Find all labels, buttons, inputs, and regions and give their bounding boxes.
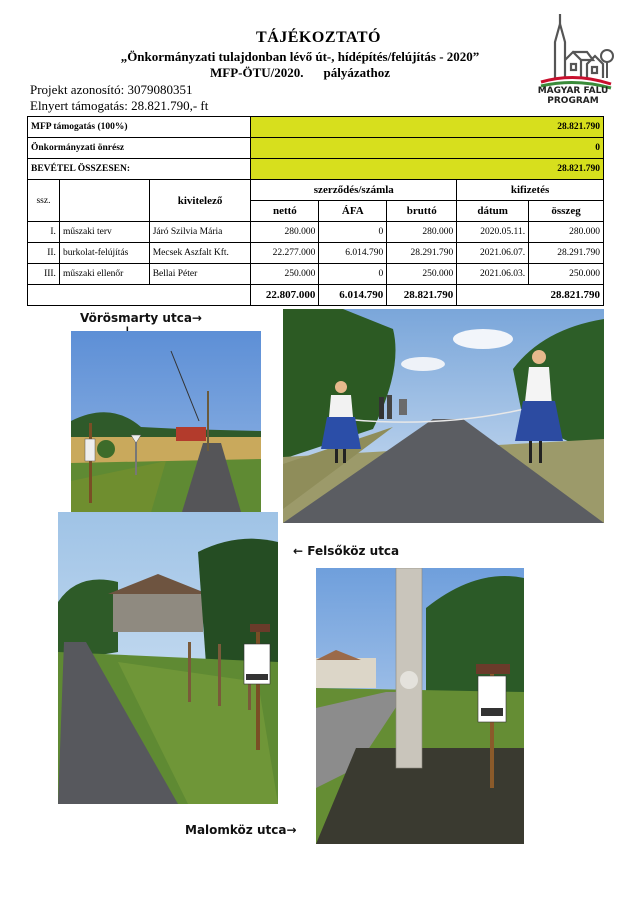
felsokoz-street-photo bbox=[316, 568, 524, 844]
cell-netto: 280.000 bbox=[251, 222, 319, 243]
cell-brutto: 250.000 bbox=[387, 264, 457, 285]
col-header-type bbox=[59, 180, 149, 222]
cell-afa: 6.014.790 bbox=[319, 243, 387, 264]
table-row bbox=[28, 264, 604, 285]
caption-malomkoz: Malomköz utca→ bbox=[185, 823, 297, 837]
logo-text-line1: MAGYAR FALU bbox=[537, 86, 609, 96]
caption-felsokoz: ← Felsőköz utca bbox=[293, 544, 400, 558]
project-id: Projekt azonosító: 3079080351 bbox=[30, 82, 193, 97]
cell-afa: 0 bbox=[319, 222, 387, 243]
cell-datum: 2021.06.07. bbox=[457, 243, 529, 264]
col-header-afa: ÁFA bbox=[319, 201, 387, 222]
summary-row bbox=[28, 138, 604, 159]
summary-value: 28.821.790 bbox=[251, 117, 604, 138]
program-line bbox=[40, 65, 560, 81]
grant-amount: Elnyert támogatás: 28.821.790,- ft bbox=[30, 98, 209, 113]
cell-brutto: 28.291.790 bbox=[387, 243, 457, 264]
document-subtitle: „Önkormányzati tulajdonban lévő út-, hídépítés/felújítás - 2020” bbox=[120, 49, 480, 64]
cell-netto: 250.000 bbox=[251, 264, 319, 285]
cell-type: burkolat-felújítás bbox=[59, 243, 149, 264]
cell-osszeg: 250.000 bbox=[529, 264, 604, 285]
total-afa: 6.014.790 bbox=[319, 285, 387, 306]
total-osszeg: 28.821.790 bbox=[457, 285, 604, 306]
cell-osszeg: 28.291.790 bbox=[529, 243, 604, 264]
program-suffix: pályázathoz bbox=[323, 65, 390, 80]
summary-row bbox=[28, 159, 604, 180]
cell-type: műszaki terv bbox=[59, 222, 149, 243]
cell-osszeg: 280.000 bbox=[529, 222, 604, 243]
table-row bbox=[28, 222, 604, 243]
ceremony-photo bbox=[283, 309, 604, 523]
cell-datum: 2020.05.11. bbox=[457, 222, 529, 243]
budget-table bbox=[27, 116, 604, 306]
cell-contractor: Járó Szilvia Mária bbox=[149, 222, 251, 243]
totals-spacer bbox=[28, 285, 251, 306]
cell-contractor: Bellai Péter bbox=[149, 264, 251, 285]
cell-contractor: Mecsek Aszfalt Kft. bbox=[149, 243, 251, 264]
cell-ssz: II. bbox=[28, 243, 60, 264]
summary-value: 0 bbox=[251, 138, 604, 159]
cell-afa: 0 bbox=[319, 264, 387, 285]
document-title: TÁJÉKOZTATÓ bbox=[256, 29, 381, 46]
summary-row bbox=[28, 117, 604, 138]
col-group-contract: szerződés/számla bbox=[251, 180, 457, 201]
totals-row bbox=[28, 285, 604, 306]
summary-label: MFP támogatás (100%) bbox=[28, 117, 251, 138]
program-code: MFP-ÖTU/2020. bbox=[210, 65, 304, 80]
col-header-ssz: ssz. bbox=[28, 180, 60, 222]
cell-type: műszaki ellenőr bbox=[59, 264, 149, 285]
malomkoz-street-photo bbox=[58, 512, 278, 804]
cell-datum: 2021.06.03. bbox=[457, 264, 529, 285]
col-group-payment: kifizetés bbox=[457, 180, 604, 201]
summary-label: BEVÉTEL ÖSSZESEN: bbox=[28, 159, 251, 180]
col-header-contractor: kivitelező bbox=[149, 180, 251, 222]
cell-ssz: I. bbox=[28, 222, 60, 243]
table-row bbox=[28, 243, 604, 264]
summary-label: Önkormányzati önrész bbox=[28, 138, 251, 159]
col-header-netto: nettó bbox=[251, 201, 319, 222]
cell-netto: 22.277.000 bbox=[251, 243, 319, 264]
summary-value: 28.821.790 bbox=[251, 159, 604, 180]
col-header-brutto: bruttó bbox=[387, 201, 457, 222]
table-header-row bbox=[28, 180, 604, 201]
col-header-osszeg: összeg bbox=[529, 201, 604, 222]
total-brutto: 28.821.790 bbox=[387, 285, 457, 306]
total-netto: 22.807.000 bbox=[251, 285, 319, 306]
cell-brutto: 280.000 bbox=[387, 222, 457, 243]
cell-ssz: III. bbox=[28, 264, 60, 285]
caption-vorosmarty: Vörösmarty utca→ bbox=[80, 311, 202, 325]
col-header-datum: dátum bbox=[457, 201, 529, 222]
logo-text-line2: PROGRAM bbox=[547, 96, 599, 106]
